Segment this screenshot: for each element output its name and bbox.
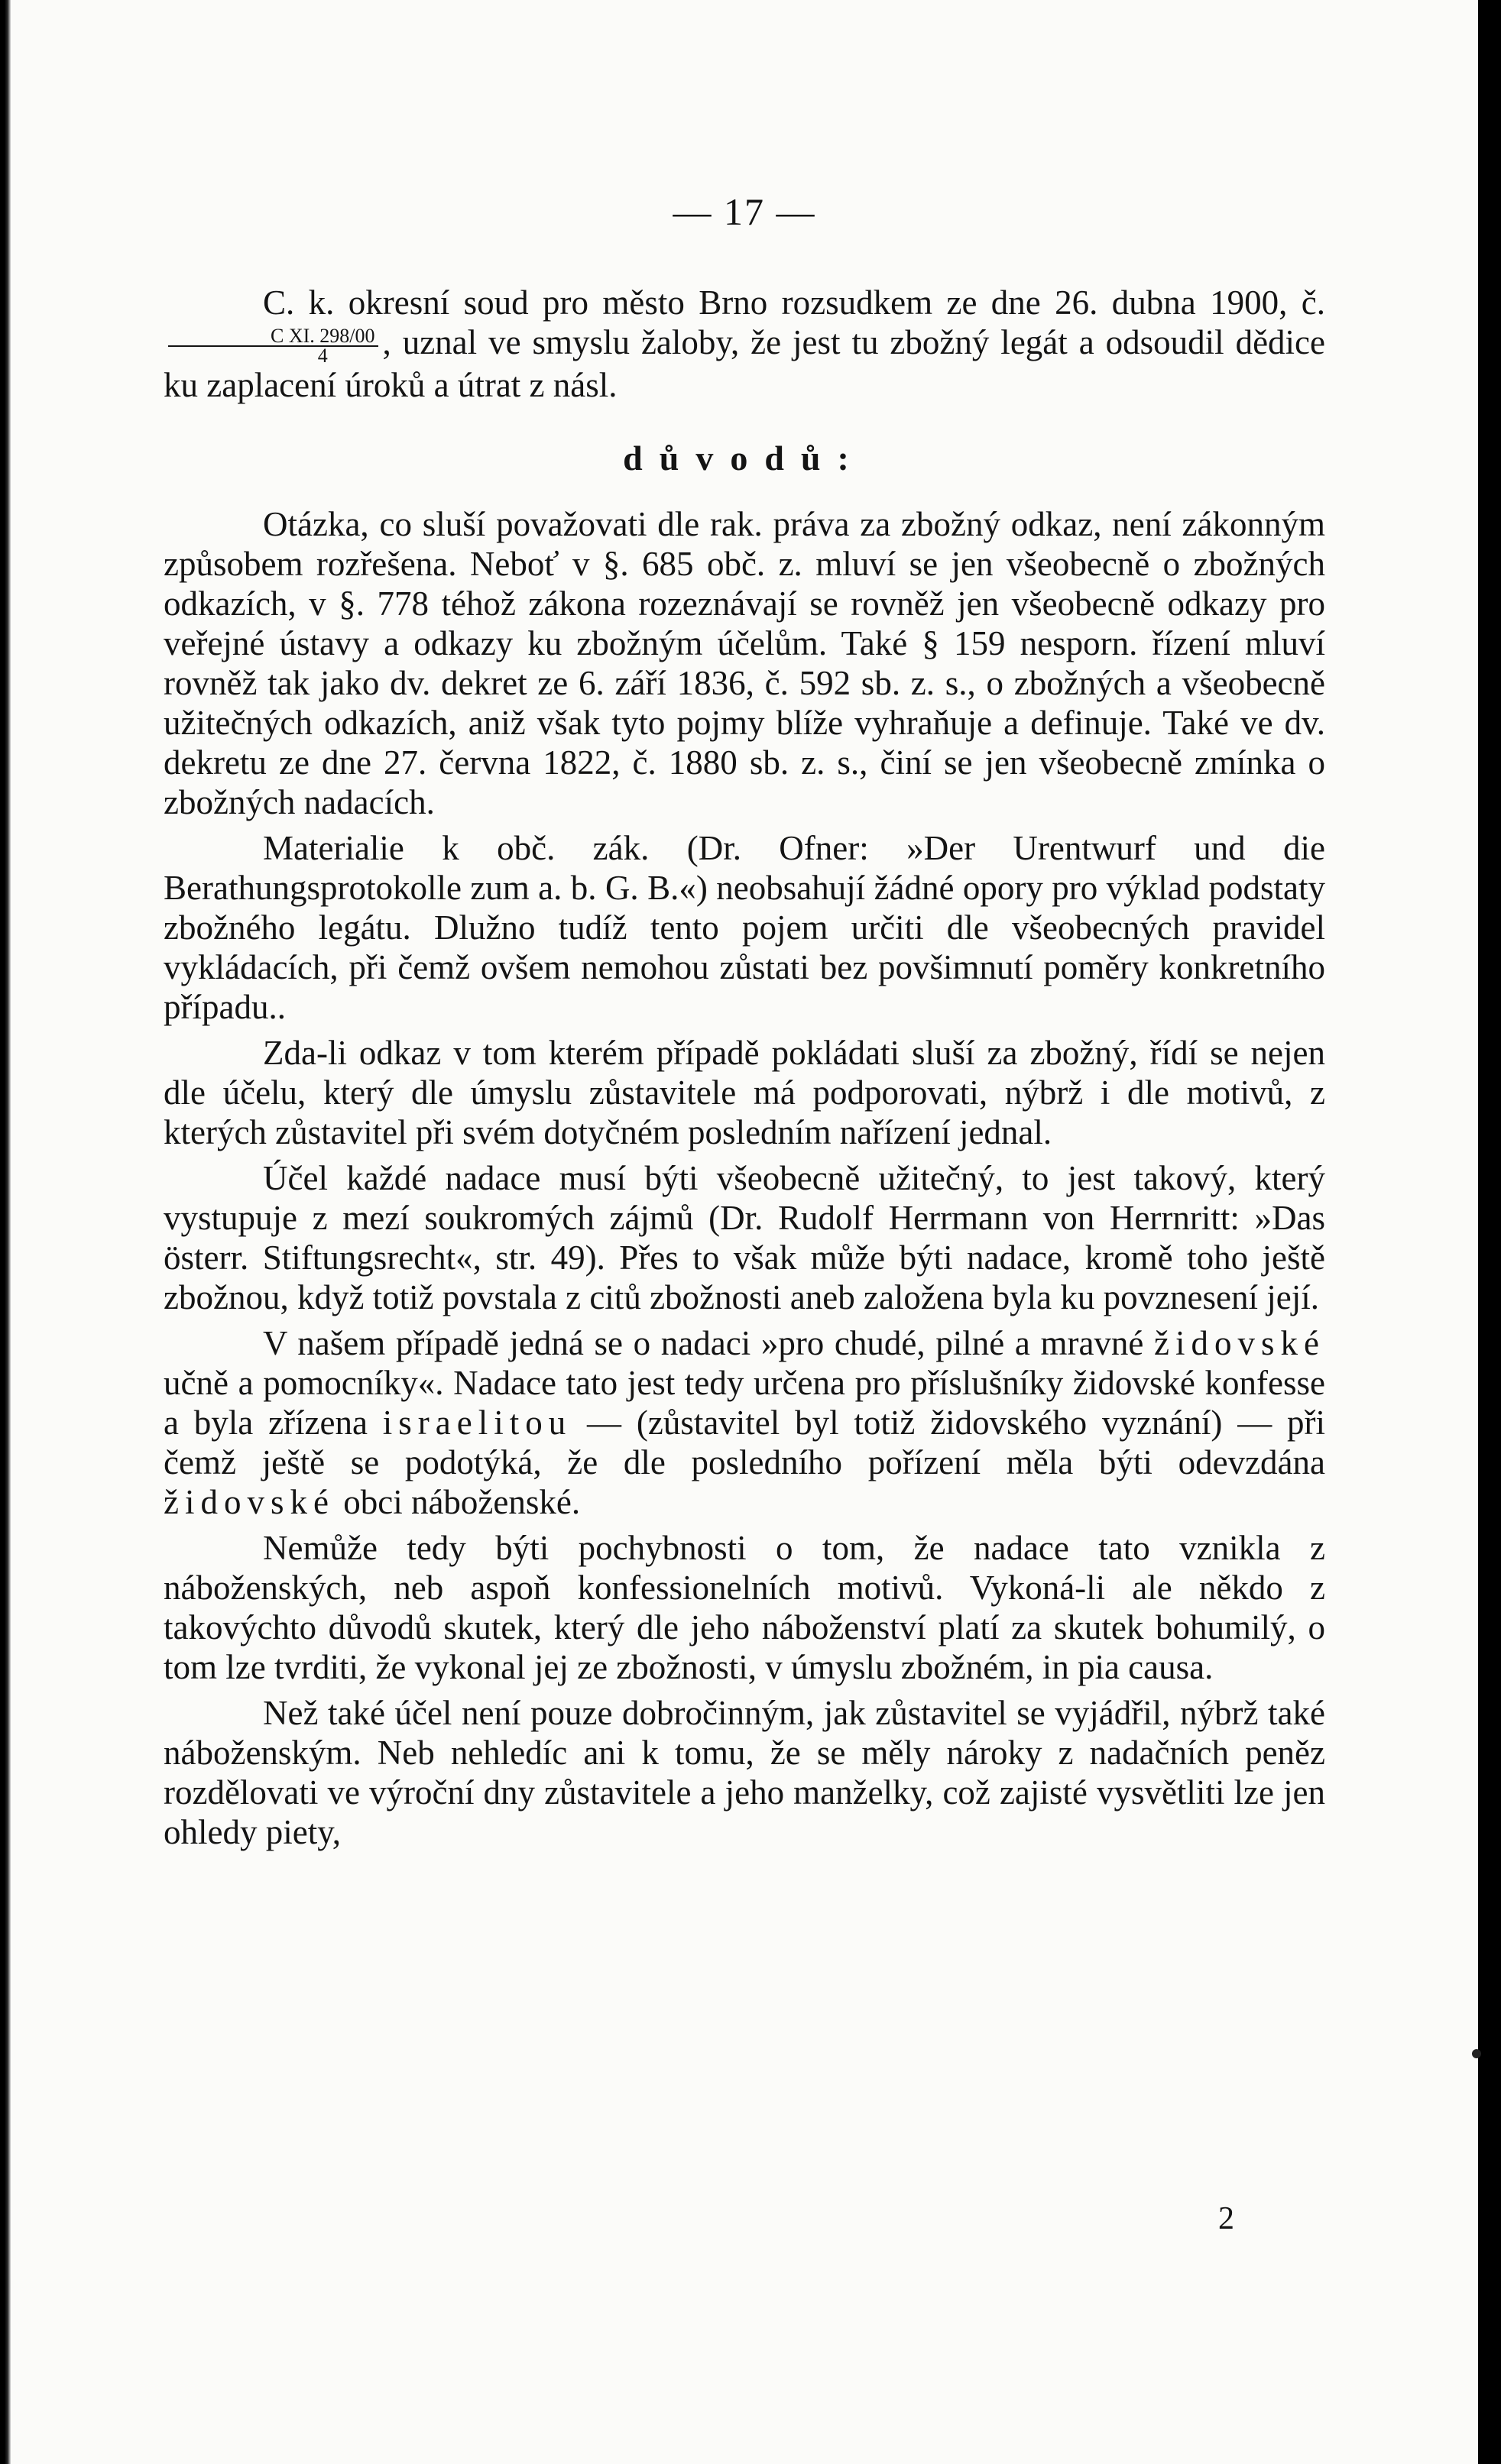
paragraph: Zda-li odkaz v tom kterém případě pokládati sluší za zbožný, řídí se nejen dle účelu, který dle úmyslu zůstavitele má podporovati, nýbrž i dle motivů, z kterých zůstavitel při svém dotyčném posledním nařízení jednal.: [164, 1033, 1325, 1151]
paragraph: Nemůže tedy býti pochybnosti o tom, že nadace tato vznikla z náboženských, neb aspoň konfessionelních motivů. Vykoná-li ale někdo z takovýchto důvodů skutek, který dle jeho náboženství platí za skutek bohumilý, o tom lze tvrditi, že vykonal jej ze zbožnosti, v úmyslu zbožném, in pia causa.: [164, 1528, 1325, 1686]
emphasis-text: židovské: [164, 1482, 335, 1521]
paragraph: Než také účel není pouze dobročinným, jak zůstavitel se vyjádřil, nýbrž také náboženským. Neb nehledíc ani k tomu, že se měly nároky z nadačních peněz rozdělovati ve výroční dny zůstavitele a jeho manželky, což zajisté vysvětliti lze jen ohledy piety,: [164, 1693, 1325, 1851]
paragraph-text: V našem případě jedná se o nadaci »pro chudé, pilné a mravné: [263, 1323, 1144, 1362]
emphasis-text: židovské: [1154, 1323, 1326, 1362]
paragraph-text: obci náboženské.: [343, 1482, 581, 1521]
paragraph: Materialie k obč. zák. (Dr. Ofner: »Der Urentwurf und die Berathungsprotokolle zum a. b. G. B.«) neobsahují žádné opory pro výklad podstaty zbožného legátu. Dlužno tudíž tento pojem určiti dle všeobecných pravidel vykládacích, při čemž ovšem nemohou zůstati bez povšimnutí poměry konkretního případu..: [164, 828, 1325, 1026]
paragraph-nadace: [164, 1323, 1325, 1522]
paragraph: Účel každé nadace musí býti všeobecně užitečný, to jest takový, který vystupuje z mezí soukromých zájmů (Dr. Rudolf Herrmann von Herrnritt: »Das österr. Stiftungsrecht«, str. 49). Přes to však může býti nadace, kromě toho ještě zbožnou, když totiž povstala z citů zbožnosti aneb založena byla ku povznesení její.: [164, 1158, 1325, 1316]
fraction-numerator: C XI. 298/00: [168, 327, 378, 347]
emphasis-text: israelitou: [382, 1403, 572, 1442]
fraction-denominator: 4: [317, 344, 328, 367]
signature-mark: 2: [1218, 2201, 1234, 2236]
margin-dot: [1472, 2049, 1481, 2058]
scan-edge: [0, 0, 11, 2464]
intro-text-2: , uznal ve smyslu žaloby, že jest tu zbožný legát a odsoudil dědice ku zaplacení úroků a útrat z násl.: [164, 323, 1325, 404]
page-number: — 17 —: [673, 190, 816, 233]
paragraph-text: učně a pomocníky«. Nadace tato jest tedy určena pro příslušníky židovské konfesse a byla zřízena: [164, 1363, 1325, 1442]
body-text: [164, 283, 1325, 1852]
case-number-fraction: [168, 324, 378, 367]
intro-paragraph: [164, 283, 1325, 405]
section-heading: důvodů:: [623, 438, 866, 478]
intro-text-1: C. k. okresní soud pro město Brno rozsudkem ze dne 26. dubna 1900, č.: [263, 283, 1325, 322]
paragraph-text: — (zůstavitel byl totiž židovského vyznání) — při čemž ještě se podotýká, že dle posledního pořízení měla býti odevzdána: [164, 1403, 1325, 1481]
paragraph: Otázka, co sluší považovati dle rak. práva za zbožný odkaz, není zákonným způsobem rozřešena. Neboť v §. 685 obč. z. mluví se jen všeobecně o zbožných odkazích, v §. 778 téhož zákona rozeznávají se rovněž jen všeobecně odkazy pro veřejné ústavy a odkazy ku zbožným účelům. Také § 159 nesporn. řízení mluví rovněž tak jako dv. dekret ze 6. září 1836, č. 592 sb. z. s., o zbožných a všeobecně užitečných odkazích, aniž však tyto pojmy blíže vyhraňuje a definuje. Také ve dv. dekretu ze dne 27. června 1822, č. 1880 sb. z. s., činí se jen všeobecně zmínka o zbožných nadacích.: [164, 504, 1325, 821]
document-page: [11, 0, 1478, 2464]
